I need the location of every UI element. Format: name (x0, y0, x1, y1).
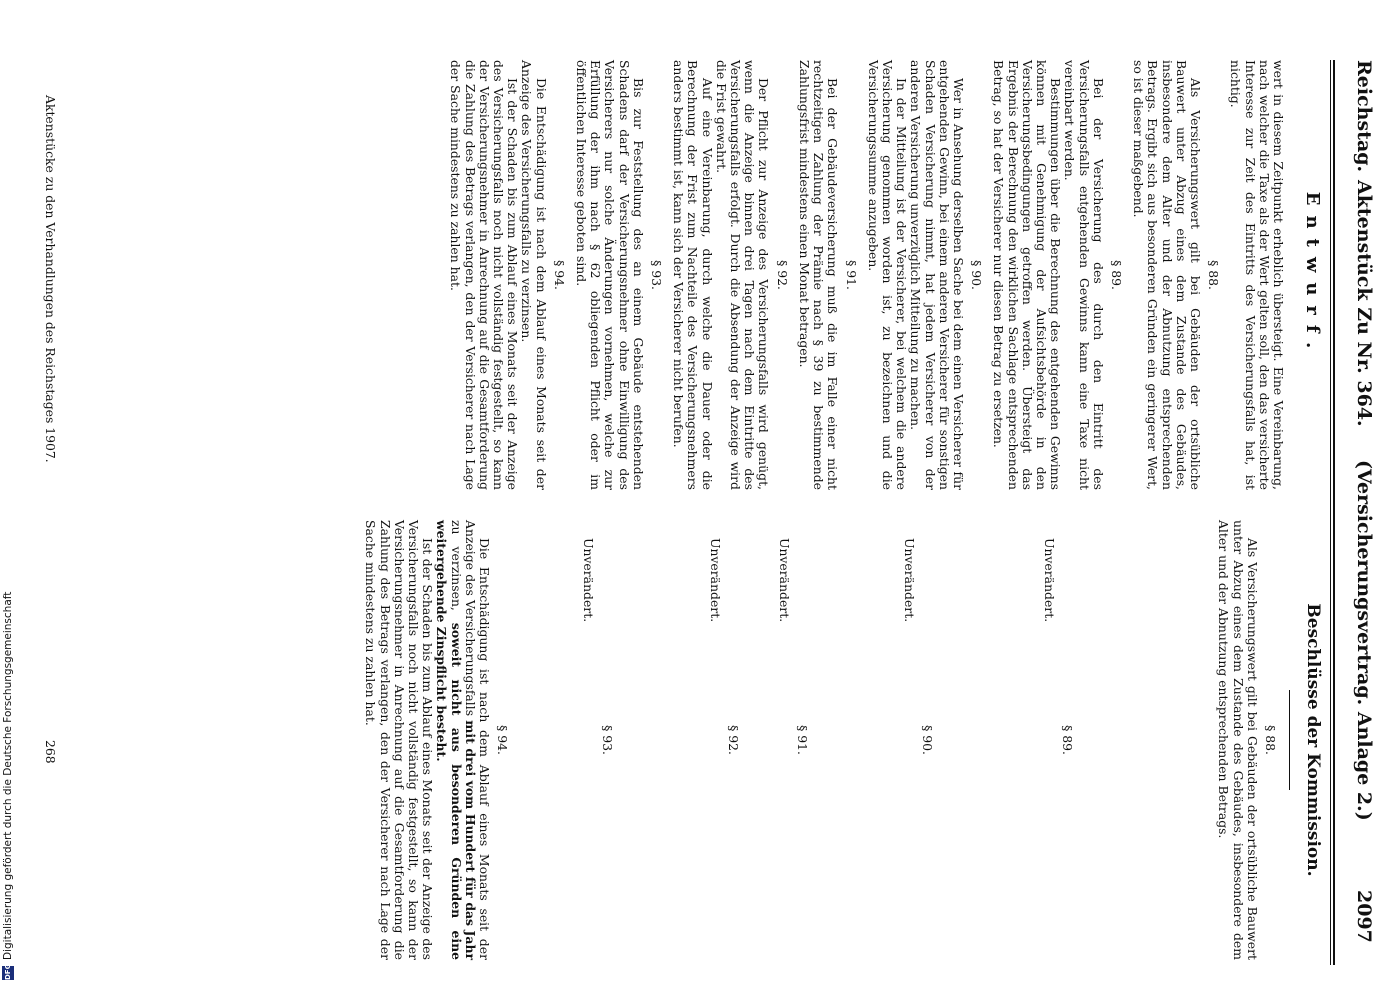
title-underline (1289, 690, 1290, 790)
text-run: zu verzinsen, (448, 520, 464, 611)
section (448, 60, 566, 490)
section-heading: § 89. (1108, 260, 1124, 290)
section (991, 60, 1123, 490)
section-heading: § 91. (843, 260, 859, 290)
right-column-title: Beschlüsse der Kommission. (1303, 603, 1323, 877)
section (574, 60, 663, 490)
section (581, 520, 613, 960)
section-paragraph: Bestimmungen über die Berechnung des entgehenden Gewinns können mit Genehmigung der Aufsichtsbehörde in den Versicherungsbedingungen getroffen werden. Übersteigt das Ergebnis der Berechnung den wirklichen Sachlage entsprechenden Betrag, so hat der Versicherer nur diesen Betrag zu ersetzen. (991, 60, 1064, 490)
side-note (0, 0, 16, 1000)
section-heading: § 90. (919, 725, 935, 755)
section-paragraph: Ist der Schaden bis zum Ablauf eines Monats seit der Anzeige des Versicherungsfalls noch nicht vollständig festgestellt, so kann der Versicherungsnehmer in Anrechnung auf die Gesamtforderung die Zahlung des Betrags verlangen, den der Versicherer nach Lage der Sache mindestens zu zahlen hat. (363, 520, 436, 960)
continuation-paragraph: wert in diesem Zeitpunkt erheblich übersteigt. Eine Vereinbarung, nach welcher die Taxe als der Wert gelten soll, den das versicherte Interesse zur Zeit des Eintritts des Versicherungsfalls hat, ist nichtig. (1228, 60, 1286, 490)
section-paragraph: Unverändert. (777, 538, 793, 623)
header-subject: (Versicherungsvertrag. Anlage 2.) (1353, 460, 1375, 821)
section-heading: § 92. (774, 260, 790, 290)
section (708, 520, 740, 960)
section-heading: § 88. (1263, 725, 1278, 755)
section-paragraph: Als Versicherungswert gilt bei Gebäuden der ortsübliche Bauwert unter Abzug eines dem Zustande des Gebäudes, insbesondere dem Alter und der Abnutzung entsprechenden Betrags. (1216, 520, 1260, 960)
left-column-title: Entwurf. (1302, 191, 1323, 359)
text-run: Die Entschädigung ist nach dem Ablauf eines Monats seit der Anzeige des Versicherungsfalls (462, 520, 492, 960)
funding-note: Digitalisierung gefördert durch die Deutsche Forschungsgemeinschaft (2, 591, 14, 960)
left-column-body (448, 60, 1285, 490)
section-paragraph: Unverändert. (581, 538, 597, 623)
section-heading: § 92. (725, 725, 741, 755)
section-94-amended (363, 520, 509, 960)
page-number: 2097 (1353, 890, 1375, 943)
section (797, 60, 858, 490)
section (901, 520, 933, 960)
section-paragraph: Bei der Versicherung des durch den Eintritt des Versicherungsfalls entgehenden Gewinns kann eine Taxe nicht vereinbart werden. (1062, 60, 1106, 490)
right-column-body (363, 520, 1285, 960)
section-heading: § 90. (969, 260, 985, 290)
right-sections (581, 520, 1277, 960)
section-heading: § 88. (1206, 260, 1222, 290)
header-left: Reichstag. (1353, 60, 1375, 173)
section (671, 60, 789, 490)
section (1042, 520, 1074, 960)
section-paragraph (434, 520, 491, 960)
section-paragraph: Ist der Schaden bis zum Ablauf eines Monats seit der Anzeige des Versicherungsfalls noch nicht vollständig festgestellt, so kann der Versicherungsnehmer in Anrechnung auf die Gesamtforderung die Zahlung des Betrags verlangen, den der Versicherer nach Lage der Sache mindestens zu zahlen hat. (448, 60, 521, 490)
section-paragraph: Als Versicherungswert gilt bei Gebäuden der ortsübliche Bauwert unter Abzug eines dem Zustande des Gebäudes, insbesondere dem Alter und der Abnutzung entsprechenden Betrags. Ergibt sich aus besonderen Gründen ein geringerer Wert, so ist dieser maßgebend. (1131, 60, 1203, 490)
footer-source: Aktenstücke zu den Verhandlungen des Reichstages 1907. (43, 95, 58, 463)
section (1131, 60, 1220, 490)
dfg-logo-icon: DFG (4, 963, 12, 980)
section-heading: § 93. (649, 260, 665, 290)
left-sections (448, 60, 1220, 490)
amendment-bold: mit drei vom Hundert für das Jahr (462, 720, 478, 960)
section (777, 520, 809, 960)
section-heading: § 91. (795, 725, 811, 755)
section-paragraph: In der Mitteilung ist der Versicherer, bei welchem die andere Versicherung genommen worden ist, zu bezeichnen und die Versicherungssumme anzugeben. (865, 60, 910, 490)
section-paragraph: Unverändert. (901, 538, 917, 623)
section-heading: § 94. (551, 260, 567, 290)
header-rule-thin (1330, 60, 1331, 965)
section-paragraph: Auf eine Vereinbarung, durch welche die Dauer oder die Berechnung der Frist zum Nachteile des Versicherungsnehmers anders bestimmt ist, kann sich der Versicherer nicht berufen. (671, 60, 715, 490)
section-heading: § 89. (1060, 725, 1076, 755)
header-doc-ref: Aktenstück Zu Nr. 364. (1353, 180, 1375, 427)
section-paragraph: Bei der Gebäudeversicherung muß die im Falle einer nicht rechtzeitigen Zahlung der Prämie nach § 39 zu bestimmende Zahlungsfrist mindestens einen Monat betragen. (796, 60, 841, 490)
section-paragraph: Bis zur Feststellung des an einem Gebäude entstehenden Schadens darf der Versicherungsnehmer ohne Einwilligung des Versicherers nur solche Änderungen vornehmen, welche zur Erfüllung der ihm nach § 62 obliegenden Pflicht oder im öffentlichen Interesse geboten sind. (574, 60, 646, 490)
section-paragraph: Wer in Ansehung derselben Sache bei dem einen Versicherer für entgehenden Gewinn, bei einem anderen Versicherer für sonstigen Schaden Versicherung nimmt, hat jedem Versicherer von der anderen Versicherung unverzüglich Mitteilung zu machen. (908, 60, 966, 490)
amendment-bold: soweit nicht aus besonderen Gründen eine weitergehende Zinspflicht besteht. (434, 520, 464, 960)
section-paragraph: Die Entschädigung ist nach dem Ablauf eines Monats seit der Anzeige des Versicherungsfalls zu verzinsen. (519, 60, 549, 490)
section-paragraph: Unverändert. (707, 538, 723, 623)
section (1216, 520, 1277, 960)
section-paragraph: Der Pflicht zur Anzeige des Versicherungsfalls wird genügt, wenn die Anzeige binnen drei Tagen nach dem Eintritte des Versicherungsfalls erfolgt. Durch die Absendung der Anzeige wird die Frist gewahrt. (713, 60, 772, 490)
section (866, 60, 984, 490)
section-heading: § 93. (599, 725, 615, 755)
section-heading: § 94. (495, 725, 511, 755)
footer-number: 268 (43, 740, 58, 764)
section-paragraph: Unverändert. (1041, 538, 1057, 623)
header-rule (1333, 60, 1335, 965)
